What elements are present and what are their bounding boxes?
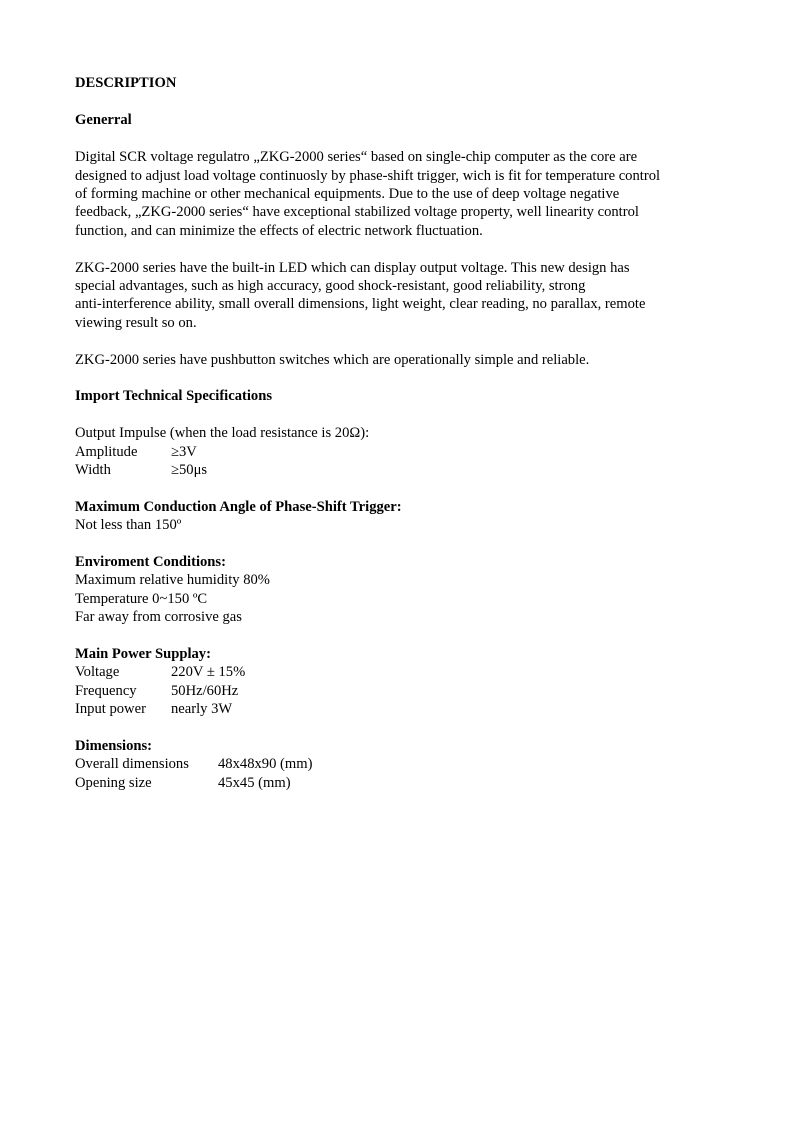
- spec-value: 45x45 (mm): [218, 774, 291, 791]
- specs-heading: Import Technical Specifications: [75, 388, 273, 405]
- general-paragraph-3: ZKG-2000 series have pushbutton switches which are operationally simple and reliable.: [75, 351, 590, 368]
- paragraph-line: function, and can minimize the effects of electric network fluctuation.: [75, 222, 483, 239]
- conduction-value: Not less than 150º: [75, 517, 182, 534]
- dimensions-heading: Dimensions:: [75, 738, 153, 755]
- spec-value: 50Hz/60Hz: [171, 682, 239, 699]
- spec-row-frequency: [75, 682, 725, 700]
- environment-line: Temperature 0~150 ºC: [75, 590, 208, 607]
- spec-label: Amplitude: [75, 443, 138, 460]
- paragraph-line: feedback, „ZKG-2000 series“ have exceptional stabilized voltage property, well linearity control: [75, 204, 639, 221]
- spec-label: Input power: [75, 701, 146, 718]
- paragraph-line: Digital SCR voltage regulatro „ZKG-2000 series“ based on single-chip computer as the core are: [75, 149, 638, 166]
- paragraph-line: anti-interference ability, small overall dimensions, light weight, clear reading, no parallax, remote: [75, 296, 646, 313]
- spec-row-opening-size: [75, 774, 725, 792]
- paragraph-line: of forming machine or other mechanical equipments. Due to the use of deep voltage negative: [75, 186, 620, 203]
- spec-label: Overall dimensions: [75, 756, 189, 773]
- spec-row-voltage: [75, 663, 725, 681]
- general-paragraph-1: [75, 148, 725, 240]
- spec-row-amplitude: [75, 443, 725, 461]
- environment-line: Far away from corrosive gas: [75, 609, 242, 626]
- conduction-heading: Maximum Conduction Angle of Phase-Shift Trigger:: [75, 498, 402, 515]
- spec-label: Frequency: [75, 682, 137, 699]
- general-paragraph-2: [75, 259, 725, 333]
- document-page: [75, 74, 725, 792]
- spec-row-input-power: [75, 700, 725, 718]
- spec-value: 48x48x90 (mm): [218, 756, 313, 773]
- paragraph-line: ZKG-2000 series have the built-in LED which can display output voltage. This new design has: [75, 259, 630, 276]
- general-heading: Generral: [75, 112, 132, 129]
- environment-line: Maximum relative humidity 80%: [75, 572, 270, 589]
- spec-label: Opening size: [75, 774, 152, 791]
- spec-value: ≥50μs: [171, 462, 208, 479]
- power-heading: Main Power Supplay:: [75, 646, 211, 663]
- spec-value: ≥3V: [171, 443, 197, 460]
- output-impulse-intro: Output Impulse (when the load resistance is 20Ω):: [75, 425, 370, 442]
- document-heading: DESCRIPTION: [75, 75, 177, 91]
- spec-value: nearly 3W: [171, 701, 233, 718]
- paragraph-line: special advantages, such as high accuracy, good shock-resistant, good reliability, strong: [75, 278, 586, 295]
- environment-heading: Enviroment Conditions:: [75, 554, 226, 571]
- spec-row-overall-dimensions: [75, 755, 725, 773]
- paragraph-line: viewing result so on.: [75, 314, 197, 331]
- spec-value: 220V ± 15%: [171, 664, 246, 681]
- paragraph-line: designed to adjust load voltage continuosly by phase-shift trigger, wich is fit for temperature control: [75, 167, 661, 184]
- spec-label: Voltage: [75, 664, 120, 681]
- spec-label: Width: [75, 462, 111, 479]
- spec-row-width: [75, 461, 725, 479]
